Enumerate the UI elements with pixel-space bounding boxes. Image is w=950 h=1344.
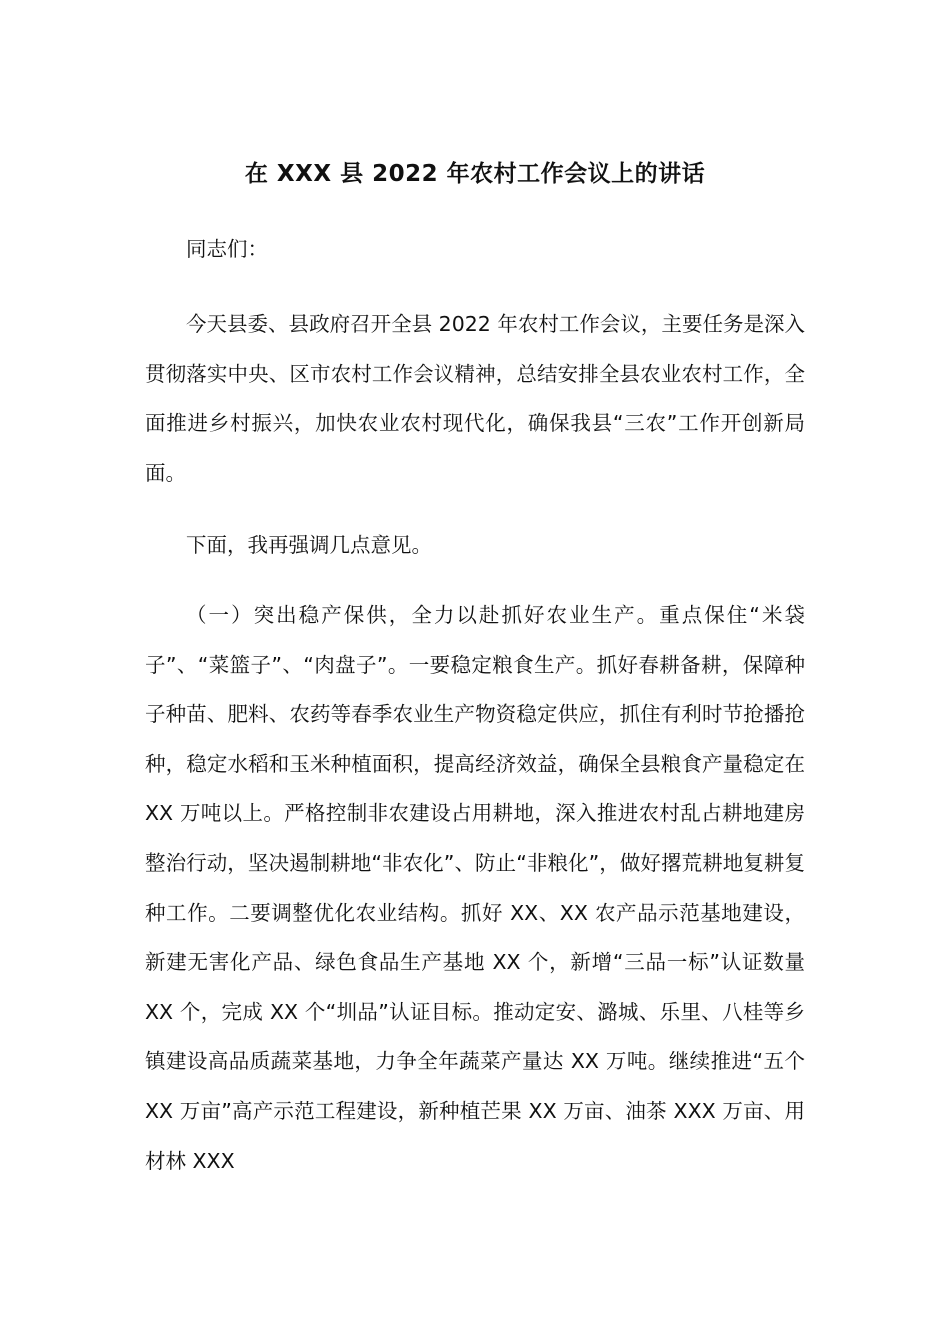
section-one-paragraph: （一）突出稳产保供，全力以赴抓好农业生产。重点保住“米袋子”、“菜篮子”、“肉盘子”。一要稳定粮食生产。抓好春耕备耕，保障种子种苗、肥料、农药等春季农业生产物资稳定供应，抓住有利时节抢播抢种，稳定水稻和玉米种植面积，提高经济效益，确保全县粮食产量稳定在 XX 万吨以上。严格控制非农建设占用耕地，深入推进农村乱占耕地建房整治行动，坚决遏制耕地“非农化”、防止“非粮化”，做好撂荒耕地复耕复种工作。二要调整优化农业结构。抓好 XX、XX 农产品示范基地建设，新建无害化产品、绿色食品生产基地 XX 个，新增“三品一标”认证数量 XX 个，完成 XX 个“圳品”认证目标。推动定安、潞城、乐里、八桂等乡镇建设高品质蔬菜基地，力争全年蔬菜产量达 XX 万吨。继续推进“五个 XX 万亩”高产示范工程建设，新种植芒果 XX 万亩、油茶 XXX 万亩、用材林 XXX xyxy=(145,603,805,1173)
greeting-paragraph: 同志们： xyxy=(186,237,268,261)
intro-paragraph: 今天县委、县政府召开全县 2022 年农村工作会议，主要任务是深入贯彻落实中央、区市农村工作会议精神，总结安排全县农业农村工作，全面推进乡村振兴，加快农业农村现代化，确保我县“三农”工作开创新局面。 xyxy=(145,312,805,485)
document-title: 在 XXX 县 2022 年农村工作会议上的讲话 xyxy=(244,161,706,187)
transition-paragraph: 下面，我再强调几点意见。 xyxy=(186,533,432,557)
